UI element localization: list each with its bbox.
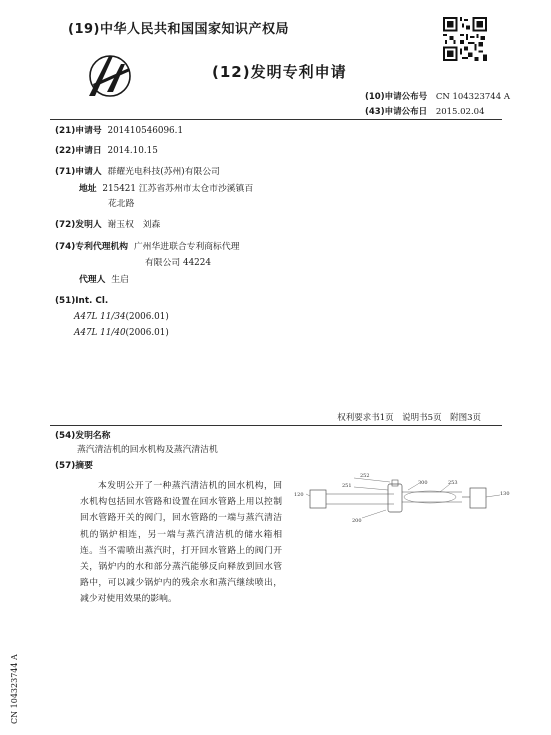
address-line-1: 215421 江苏省苏州市太仓市沙溪镇百 bbox=[102, 184, 254, 194]
ipc-version-2: (2006.01) bbox=[125, 328, 169, 338]
abstract-label: (57)摘要 bbox=[55, 461, 93, 471]
qr-code bbox=[443, 17, 487, 61]
label-300: 300 bbox=[418, 480, 428, 486]
abstract-text: 本发明公开了一种蒸汽清洁机的回水机构，回水机构包括回水管路和设置在回水管路上用以控制回水管路开关的阀门，回水管路的一端与蒸汽清洁机的锅炉相连，另一端与蒸汽清洁机的储水箱相连。当不需喷出蒸汽时，打开回水管路上的阀门开关，锅炉内的水和部分蒸汽能够反向释放到回水管路中，可以减少锅炉内的残余水和蒸汽继续喷出，减少对使用效果的影响。 bbox=[80, 481, 282, 605]
filing-date-label: (22)申请日 bbox=[55, 146, 102, 156]
ipc-row-1 bbox=[74, 311, 169, 323]
applicant-row bbox=[55, 166, 220, 178]
publication-date: 2015.02.04 bbox=[435, 107, 485, 117]
invention-title: 蒸汽清洁机的回水机构及蒸汽清洁机 bbox=[77, 445, 218, 455]
label-251: 251 bbox=[342, 483, 352, 489]
filing-date: 2014.10.15 bbox=[107, 146, 158, 156]
return-water-diagram bbox=[290, 466, 516, 530]
ipc-row-2 bbox=[74, 327, 169, 339]
agent-row bbox=[79, 274, 129, 286]
publication-number: CN 104323744 A bbox=[435, 92, 510, 102]
publication-date-row bbox=[365, 105, 484, 117]
application-number: 201410546096.1 bbox=[107, 126, 184, 136]
label-200: 200 bbox=[352, 518, 362, 524]
agency-line-2: 有限公司 44224 bbox=[145, 258, 211, 268]
side-publication-text: CN 104323744 A bbox=[10, 654, 19, 724]
header-divider bbox=[50, 119, 502, 120]
inventor-label: (72)发明人 bbox=[55, 220, 102, 230]
applicant-label: (71)申请人 bbox=[55, 167, 102, 177]
filing-date-row bbox=[55, 145, 158, 157]
int-cl-label-text: (51)Int. Cl. bbox=[55, 296, 109, 306]
inventors: 谢玉权 刘森 bbox=[107, 220, 161, 230]
cnipa-logo bbox=[83, 48, 137, 104]
agent-label: 代理人 bbox=[79, 275, 106, 285]
agency-row bbox=[55, 241, 239, 253]
abstract-label-row bbox=[55, 460, 93, 472]
address-label: 地址 bbox=[79, 184, 97, 194]
agency-line-1: 广州华进联合专利商标代理 bbox=[133, 242, 240, 252]
label-252: 252 bbox=[360, 473, 370, 479]
title-label: (54)发明名称 bbox=[55, 431, 111, 441]
int-cl-label bbox=[55, 295, 108, 307]
label-130: 130 bbox=[500, 491, 510, 497]
abstract-block bbox=[80, 478, 282, 608]
page-counts: 权利要求书1页 说明书5页 附图3页 bbox=[337, 413, 481, 423]
agent: 生启 bbox=[111, 275, 129, 285]
address-row bbox=[79, 183, 253, 195]
publication-date-label: (43)申请公布日 bbox=[365, 107, 428, 117]
ipc-code-1: A47L 11/34 bbox=[74, 312, 126, 322]
inventor-row bbox=[55, 219, 160, 231]
body-divider bbox=[50, 425, 502, 426]
application-number-row bbox=[55, 125, 183, 137]
agency-label: (74)专利代理机构 bbox=[55, 242, 129, 252]
document-type: (12)发明专利申请 bbox=[212, 63, 347, 81]
ipc-code-2: A47L 11/40 bbox=[74, 328, 126, 338]
title-label-row bbox=[55, 430, 110, 442]
ipc-version-1: (2006.01) bbox=[125, 312, 169, 322]
boiler-block bbox=[310, 490, 326, 508]
publication-number-row bbox=[365, 90, 510, 102]
application-number-label: (21)申请号 bbox=[55, 126, 102, 136]
valve-body bbox=[388, 484, 402, 512]
side-publication-number bbox=[8, 600, 20, 724]
tank-block bbox=[470, 488, 486, 508]
label-253: 253 bbox=[448, 480, 458, 486]
address-line-2: 花北路 bbox=[108, 199, 135, 209]
applicant: 群耀光电科技(苏州)有限公司 bbox=[107, 167, 220, 177]
issuing-authority: (19)中华人民共和国国家知识产权局 bbox=[68, 22, 289, 37]
label-120: 120 bbox=[294, 492, 304, 498]
publication-number-label: (10)申请公布号 bbox=[365, 92, 428, 102]
